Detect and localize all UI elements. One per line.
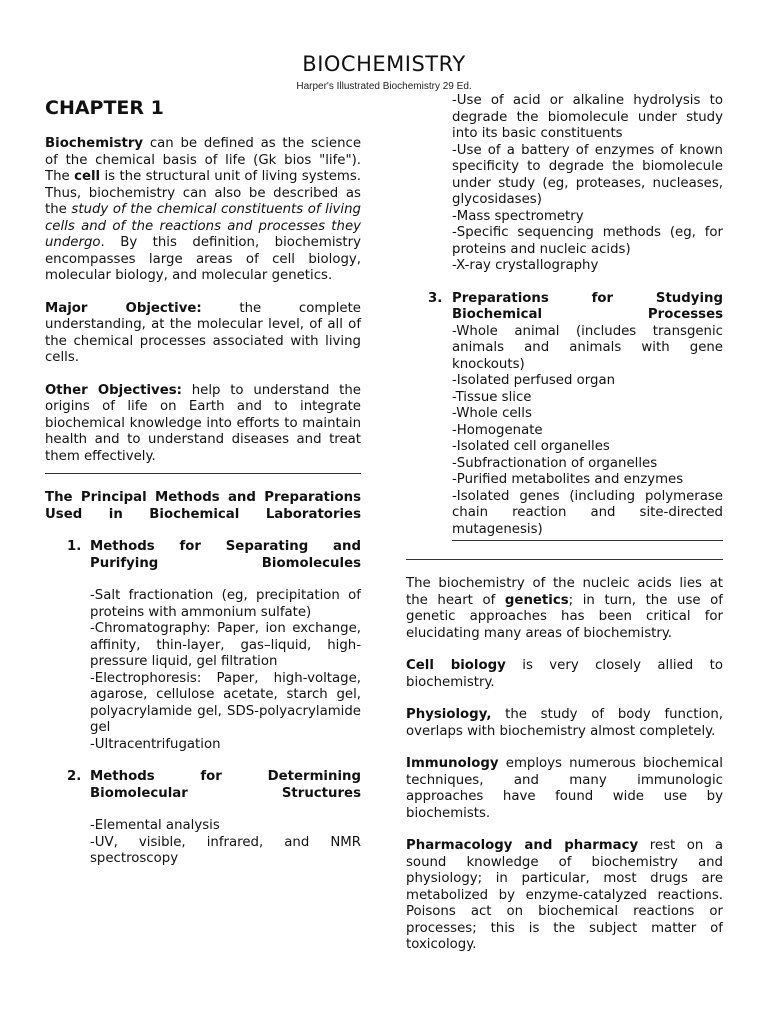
continued-list [406,93,723,275]
intro-text-3: . By this definition, biochemistry encompasses large areas of cell biology, molecular biology, and molecular genetics. [45,235,361,283]
list-item: -Mass spectrometry [452,208,584,224]
list-item: -Purified metabolites and enzymes [452,472,684,487]
intro-text-1: can be defined as the science of the chemical basis of life (Gk bios "life"). The [45,136,361,184]
list-item: -Isolated cell organelles [452,439,610,454]
other-objectives-paragraph [45,383,361,466]
list-item: -Ultracentrifugation [90,736,221,752]
item-heading: Methods for Determining Biomolecular Structures [90,769,361,801]
cell-biology-paragraph [406,658,723,691]
cell-biology-label: Cell biology [406,658,506,673]
list-item: -Elemental analysis [90,818,220,833]
item-number: 3. [428,290,443,306]
pharmacology-text: rest on a sound knowledge of biochemistry and physiology; in particular, most drugs are metabolized by enzyme-catalyzed reactions. Poisons act on biochemical reactions or processes; this is the subject matter of toxicology. [406,838,723,952]
list-item: -UV, visible, infrared, and NMR spectroscopy [90,834,361,866]
item-list [90,818,361,868]
physiology-label: Physiology, [406,707,492,722]
intro-term-biochemistry: Biochemistry [45,136,144,151]
physiology-text: the study of body function, overlaps with biochemistry almost completely. [406,707,723,739]
list-item: -Tissue slice [452,389,532,405]
section-divider-left [45,473,361,474]
list-item: -Specific sequencing methods (eg, for proteins and nucleic acids) [452,225,723,257]
item-list [452,324,723,539]
other-objectives-text: help to understand the origins of life on Earth and to integrate biochemical knowledge into efforts to maintain health and to understand diseases and treat them effectively. [45,382,361,464]
list-item: -Isolated perfused organ [452,373,616,388]
methods-section-title: The Principal Methods and Preparations Used in Biochemical Laboratories [45,490,361,522]
method-item-1 [45,539,361,753]
cell-biology-text: is very closely allied to biochemistry. [406,658,723,690]
list-item: -Isolated genes (including polymerase chain reaction and site-directed mutagenesis) [452,488,723,537]
list-item: -Subfractionation of organelles [452,455,658,471]
major-objective-paragraph [45,301,361,367]
item-number: 1. [67,539,82,554]
list-item: -X-ray crystallography [452,258,599,273]
genetics-term: genetics [504,592,569,608]
pharmacology-paragraph [406,838,723,954]
immunology-paragraph [406,756,723,822]
item-list [90,588,361,753]
list-item: -Whole animal (includes transgenic animals and animals with gene knockouts) [452,323,723,372]
major-objective-text: the complete understanding, at the molecular level, of all of the chemical processes associated with living cells. [45,300,361,365]
physiology-paragraph [406,707,723,740]
item-heading: Preparations for Studying Biochemical Processes [452,290,723,322]
section-divider-right [406,559,723,560]
list-item: -Chromatography: Paper, ion exchange, affinity, thin-layer, gas–liquid, high-pressure liquid, gel filtration [90,621,361,669]
right-column [406,93,723,954]
list-item: -Use of acid or alkaline hydrolysis to degrade the biomolecule under study into its basic constituents [452,93,723,141]
item-3-underline [452,540,723,541]
genetics-paragraph [406,576,723,642]
list-item: -Whole cells [452,406,532,421]
list-item: -Homogenate [452,422,543,438]
method-item-3 [406,291,723,542]
pharmacology-label: Pharmacology and pharmacy [406,838,639,853]
intro-paragraph [45,136,361,285]
major-objective-label: Major Objective: [45,300,202,316]
intro-term-cell: cell [74,169,101,184]
document-subtitle: Harper's Illustrated Biochemistry 29 Ed. [296,81,472,92]
genetics-text-1: The biochemistry of the nucleic acids lies at the heart of [406,576,723,608]
left-column [45,96,361,868]
other-objectives-label: Other Objectives: [45,382,182,398]
item-number: 2. [67,769,82,784]
list-item: -Salt fractionation (eg, precipitation of proteins with ammonium sulfate) [90,588,361,620]
list-item: -Electrophoresis: Paper, high-voltage, agarose, cellulose acetate, starch gel, polyacrylamide gel, SDS-polyacrylamide gel [90,670,361,735]
immunology-text: employs numerous biochemical techniques, and many immunologic approaches have found wide use by biochemists. [406,756,723,821]
method-item-2 [45,769,361,868]
chapter-heading: CHAPTER 1 [45,97,164,119]
intro-text-2: is the structural unit of living systems. Thus, biochemistry can also be described as the [45,169,361,217]
list-item: -Use of a battery of enzymes of known specificity to degrade the biomolecule under study (eg, proteases, nucleases, glycosidases) [452,142,723,207]
intro-definition: study of the chemical constituents of living cells and of the reactions and processes they undergo [45,202,361,250]
immunology-label: Immunology [406,756,499,771]
document-title: BIOCHEMISTRY [302,52,466,76]
genetics-text-2: ; in turn, the use of genetic approaches has been critical for elucidating many areas of biochemistry. [406,592,723,641]
item-heading: Methods for Separating and Purifying Biomolecules [90,539,361,571]
